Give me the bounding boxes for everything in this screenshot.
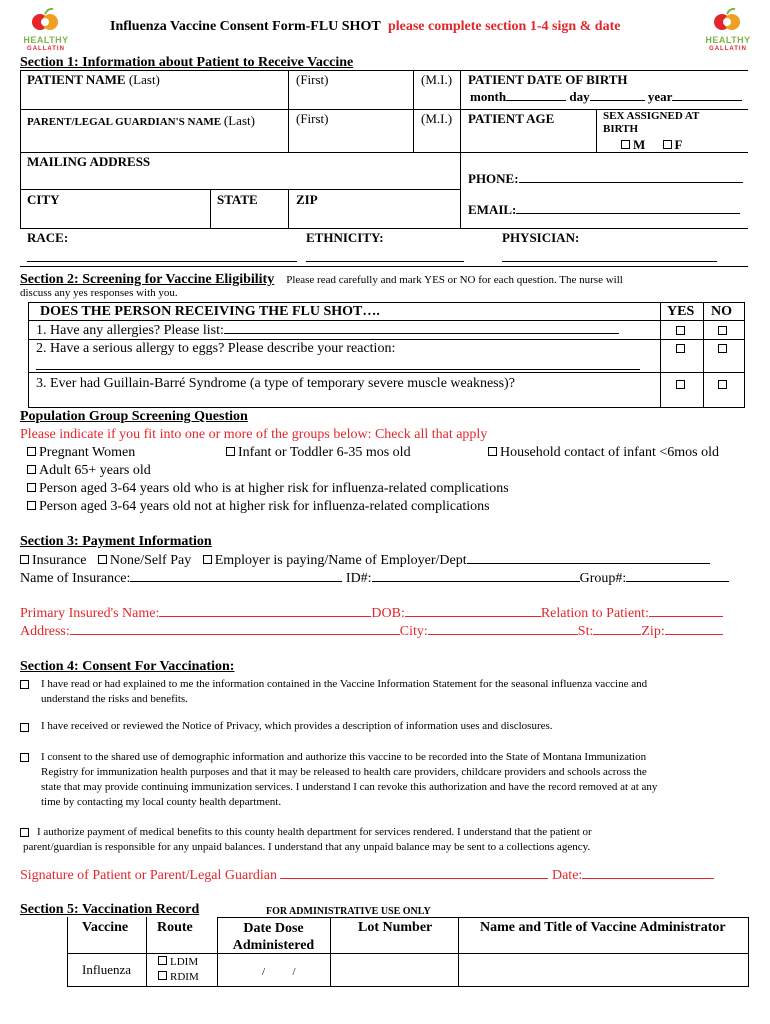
email-row xyxy=(468,202,740,218)
sex-m-label: M xyxy=(633,137,646,152)
question-2: 2. Have a serious allergy to eggs? Please describe your reaction: xyxy=(36,341,396,356)
egg-reaction-field[interactable] xyxy=(36,369,640,370)
consent-4-line: I authorize payment of medical benefits to this county health department for services rendered. I understand that the patient or xyxy=(37,826,592,838)
patient-name-text: PATIENT NAME xyxy=(27,72,126,87)
checkbox-icon[interactable] xyxy=(488,447,497,456)
pop-option-label: Infant or Toddler 6-35 mos old xyxy=(238,445,411,460)
race-label: RACE: xyxy=(27,230,69,245)
col-date-dose-line: Administered xyxy=(232,938,315,953)
pop-option-label: Household contact of infant <6mos old xyxy=(500,445,720,460)
primary-dob-label: DOB: xyxy=(371,606,405,621)
phone-row xyxy=(468,171,743,187)
vaccine-influenza: Influenza xyxy=(82,962,132,977)
q2-no-checkbox[interactable] xyxy=(718,344,727,353)
payment-self-label: None/Self Pay xyxy=(109,553,192,568)
payment-insurance-label: Insurance xyxy=(32,553,87,568)
q3-no-checkbox[interactable] xyxy=(718,380,727,389)
route-rdim-option[interactable] xyxy=(158,970,199,985)
population-instruction: Please indicate if you fit into one or more of the groups below: Check all that apply xyxy=(20,427,488,442)
relation-field[interactable] xyxy=(649,605,723,617)
pop-option-label: Person aged 3-64 years old not at higher risk for influenza-related complications xyxy=(39,499,490,514)
ethnicity-field[interactable] xyxy=(306,261,464,262)
dob-fields xyxy=(470,89,742,105)
consent-3 xyxy=(41,750,657,810)
sex-line2: BIRTH xyxy=(603,123,639,135)
q1-yes-checkbox[interactable] xyxy=(676,326,685,335)
logo-sub: GALLATIN xyxy=(709,46,747,52)
allergies-field[interactable] xyxy=(224,322,619,334)
consent-4-line: parent/guardian is responsible for any unpaid balances. I understand that any unpaid balance may be sent to a collections agency. xyxy=(23,841,591,853)
pop-option-high-risk[interactable] xyxy=(27,481,509,497)
pop-option-label: Pregnant Women xyxy=(39,445,136,460)
route-rdim-label: RDIM xyxy=(170,971,199,983)
col-route: Route xyxy=(157,920,193,935)
address-city-label: City: xyxy=(399,624,428,639)
patient-name-label xyxy=(27,72,160,88)
year-label: year xyxy=(647,89,673,104)
consent-3-line: I consent to the shared use of demographic information and authorize this vaccine to be recorded into the State of Montana Immunization xyxy=(41,751,647,763)
city-label: CITY xyxy=(27,192,60,207)
section3-title: Section 3: Payment Information xyxy=(20,534,212,549)
sex-f-label: F xyxy=(674,137,683,152)
col-date-dose-line: Date Dose xyxy=(243,921,304,936)
section2-title: Section 2: Screening for Vaccine Eligibility xyxy=(20,272,275,287)
group-label: Group#: xyxy=(579,571,627,586)
address-city-field[interactable] xyxy=(428,623,578,635)
signature-row xyxy=(20,867,714,884)
dob-label: PATIENT DATE OF BIRTH xyxy=(468,72,628,87)
insurance-row xyxy=(20,570,729,587)
consent-3-checkbox[interactable] xyxy=(20,753,29,762)
logo-left xyxy=(18,6,74,52)
primary-dob-field[interactable] xyxy=(405,605,541,617)
day-field[interactable] xyxy=(590,89,645,101)
guardian-label xyxy=(27,113,255,129)
checkbox-icon[interactable] xyxy=(27,501,36,510)
zip-label: ZIP xyxy=(296,192,318,207)
year-field[interactable] xyxy=(672,89,742,101)
checkbox-icon[interactable] xyxy=(98,555,107,564)
first-label: (First) xyxy=(296,72,329,87)
race-field[interactable] xyxy=(27,261,297,262)
q1-no-checkbox[interactable] xyxy=(718,326,727,335)
primary-insured-row xyxy=(20,605,723,622)
consent-3-line: time by contacting my local county health department. xyxy=(41,796,282,808)
guardian-mi-label: (M.I.) xyxy=(421,111,453,126)
primary-label: Primary Insured's Name: xyxy=(20,606,160,621)
address-zip-field[interactable] xyxy=(665,623,723,635)
consent-3-line: state that may provide continuing immunization services. I understand I can revoke this authorization and have the record removed at at any xyxy=(41,781,658,793)
checkbox-icon[interactable] xyxy=(203,555,212,564)
checkbox-icon[interactable] xyxy=(27,465,36,474)
page-title xyxy=(110,19,620,35)
physician-label: PHYSICIAN: xyxy=(502,230,580,245)
col-administrator: Name and Title of Vaccine Administrator xyxy=(480,920,726,935)
logo-right xyxy=(700,6,756,52)
address-label: Address: xyxy=(20,624,70,639)
payment-employer-label: Employer is paying/Name of Employer/Dept xyxy=(214,553,467,568)
address-row xyxy=(20,623,723,640)
guardian-last: (Last) xyxy=(223,113,255,128)
pop-option-label: Adult 65+ years old xyxy=(39,463,151,478)
consent-4-checkbox[interactable] xyxy=(20,828,29,837)
checkbox-icon[interactable] xyxy=(663,140,672,149)
logo-sub: GALLATIN xyxy=(27,46,65,52)
id-label: ID#: xyxy=(345,571,372,586)
section1-title: Section 1: Information about Patient to Receive Vaccine xyxy=(20,55,354,70)
apple-logo-icon xyxy=(700,6,756,36)
pop-option-infant[interactable] xyxy=(226,445,411,461)
section2-instruction: Please read carefully and mark YES or NO for each question. The nurse will xyxy=(286,274,623,286)
sex-options xyxy=(621,137,682,153)
sex-line1: SEX ASSIGNED AT xyxy=(603,110,700,122)
ethnicity-label: ETHNICITY: xyxy=(306,230,384,245)
consent-1-line: understand the risks and benefits. xyxy=(41,693,188,705)
age-label: PATIENT AGE xyxy=(468,111,555,126)
form-title: Influenza Vaccine Consent Form-FLU SHOT xyxy=(110,19,381,34)
yes-header: YES xyxy=(667,304,695,319)
pop-option-household[interactable] xyxy=(488,445,719,461)
last-label: (Last) xyxy=(128,72,160,87)
route-ldim-option[interactable] xyxy=(158,955,199,970)
logo-name: HEALTHY xyxy=(705,35,751,45)
date-administered-field[interactable]: / / xyxy=(262,966,296,978)
address-zip-label: Zip: xyxy=(641,624,665,639)
day-label: day xyxy=(569,89,590,104)
consent-1-checkbox[interactable] xyxy=(20,680,29,689)
q3-yes-checkbox[interactable] xyxy=(676,380,685,389)
signature-date-field[interactable] xyxy=(582,867,714,879)
section4-title: Section 4: Consent For Vaccination: xyxy=(20,659,235,674)
month-field[interactable] xyxy=(506,89,566,101)
signature-label: Signature of Patient or Parent/Legal Guardian xyxy=(20,868,277,883)
address-st-label: St: xyxy=(577,624,594,639)
checkbox-icon[interactable] xyxy=(27,447,36,456)
id-field[interactable] xyxy=(372,570,580,582)
pop-option-not-high-risk[interactable] xyxy=(27,499,490,515)
consent-3-line: Registry for immunization health purposes and that it may be released to health care providers, childcare providers and schools across the xyxy=(41,766,647,778)
population-title: Population Group Screening Question xyxy=(20,409,248,424)
relation-label: Relation to Patient: xyxy=(540,606,649,621)
no-header: NO xyxy=(711,304,732,319)
apple-logo-icon xyxy=(18,6,74,36)
address-st-field[interactable] xyxy=(593,623,641,635)
insurance-name-field[interactable] xyxy=(130,570,342,582)
logo-name: HEALTHY xyxy=(23,35,69,45)
phone-label: PHONE: xyxy=(468,171,519,186)
payment-insurance-option[interactable] xyxy=(20,553,86,568)
month-label: month xyxy=(470,89,507,104)
address-field[interactable] xyxy=(70,623,400,635)
question-header: DOES THE PERSON RECEIVING THE FLU SHOT…. xyxy=(40,304,380,319)
checkbox-icon[interactable] xyxy=(226,447,235,456)
email-label: EMAIL: xyxy=(468,202,517,217)
checkbox-icon[interactable] xyxy=(621,140,630,149)
email-field[interactable] xyxy=(516,202,740,214)
guardian-first-label: (First) xyxy=(296,111,329,126)
pop-option-pregnant[interactable] xyxy=(27,445,135,461)
consent-1-line: I have read or had explained to me the information contained in the Vaccine Information Statement for the seasonal influenza vaccine and xyxy=(41,678,648,690)
guardian-text: PARENT/LEGAL GUARDIAN'S NAME xyxy=(27,116,222,128)
form-instruction: please complete section 1-4 sign & date xyxy=(387,19,621,34)
sex-f-option[interactable] xyxy=(663,137,683,152)
consent-2: I have received or reviewed the Notice of Privacy, which provides a description of information uses and disclosures. xyxy=(41,720,553,732)
section5-title: Section 5: Vaccination Record xyxy=(20,902,200,917)
pop-option-adult65[interactable] xyxy=(27,463,151,479)
payment-options xyxy=(20,552,710,569)
question-3: 3. Ever had Guillain-Barré Syndrome (a type of temporary severe muscle weakness)? xyxy=(36,376,515,391)
col-date-dose xyxy=(217,920,330,954)
route-options xyxy=(158,955,199,985)
employer-field[interactable] xyxy=(467,552,710,564)
q2-yes-checkbox[interactable] xyxy=(676,344,685,353)
group-field[interactable] xyxy=(626,570,729,582)
consent-1 xyxy=(41,677,647,707)
col-lot: Lot Number xyxy=(358,920,433,935)
col-vaccine: Vaccine xyxy=(82,920,129,935)
question-1-text: 1. Have any allergies? Please list: xyxy=(36,323,224,338)
primary-field[interactable] xyxy=(159,605,371,617)
checkbox-icon[interactable] xyxy=(27,483,36,492)
admin-use-label: FOR ADMINISTRATIVE USE ONLY xyxy=(266,906,431,917)
mi-label: (M.I.) xyxy=(421,72,453,87)
question-1 xyxy=(36,322,619,339)
mailing-label: MAILING ADDRESS xyxy=(27,154,151,169)
checkbox-icon[interactable] xyxy=(20,555,29,564)
route-ldim-label: LDIM xyxy=(170,956,199,968)
insurance-name-label: Name of Insurance: xyxy=(20,571,131,586)
physician-field[interactable] xyxy=(502,261,717,262)
sex-m-option[interactable] xyxy=(621,137,645,152)
section2-heading xyxy=(20,270,623,288)
signature-date-label: Date: xyxy=(551,868,583,883)
phone-field[interactable] xyxy=(519,171,743,183)
signature-field[interactable] xyxy=(280,867,548,879)
payment-employer-option[interactable] xyxy=(203,553,710,568)
checkbox-icon[interactable] xyxy=(158,971,167,980)
sex-label xyxy=(603,110,699,136)
checkbox-icon[interactable] xyxy=(158,956,167,965)
pop-option-label: Person aged 3-64 years old who is at higher risk for influenza-related complications xyxy=(39,481,509,496)
state-label: STATE xyxy=(217,192,258,207)
section2-instruction-2: discuss any yes responses with you. xyxy=(20,287,178,299)
consent-4 xyxy=(23,825,592,855)
payment-self-option[interactable] xyxy=(98,553,191,568)
consent-2-checkbox[interactable] xyxy=(20,723,29,732)
